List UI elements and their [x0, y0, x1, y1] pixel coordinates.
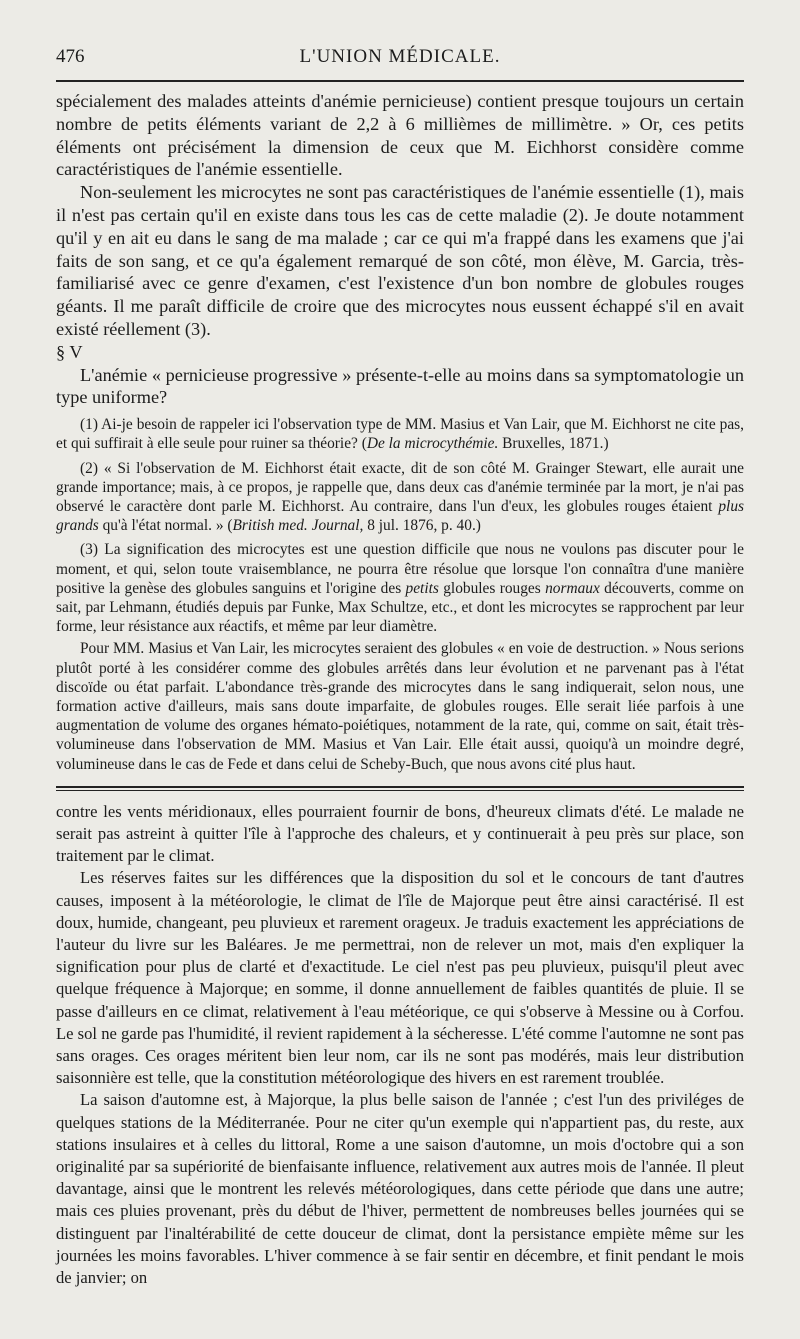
footnote-1	[56, 415, 744, 453]
footnote-3-continued: Pour MM. Masius et Van Lair, les microcytes seraient des globules « en voie de destruction. » Nous serions plutôt porté à les considérer comme des globules arrêtés dans leur évolution et ne parvenant pas à l'état discoïde ou état parfait. L'abondance très-grande des microcytes dans le sang indiquerait, selon nous, une formation active d'ailleurs, mais sans doute imparfaite, de globules rouges. Elle serait liée parfois à une augmentation de volume des organes hémato-poiétiques, notamment de la rate, qui, comme on sait, était très-volumineuse dans l'observation de MM. Masius et Van Lair. Elle était aussi, quoiqu'à un moindre degré, volumineuse dans le cas de Fede et dans celui de Scheby-Buch, que nous avons cité plus haut.	[56, 640, 744, 773]
footnote-italic: plus grands	[56, 497, 744, 535]
lower-body	[56, 801, 744, 1289]
footnote-italic: normaux	[545, 579, 600, 597]
page-number: 476	[56, 46, 85, 67]
footnote-italic: petits	[405, 579, 439, 597]
running-title: L'UNION MÉDICALE.	[299, 46, 501, 67]
footnote-text: 8 jul. 1876, p. 40.)	[363, 517, 481, 535]
footnotes	[56, 415, 744, 774]
footnote-text: (3) La signification des microcytes est une question difficile que nous ne voulons pas discuter pour le moment, et qui, selon toute vraisemblance, ne pourra être résolue que lorsque l'on connaîtra d'une manière positive la genèse des globules sanguins et l'origine des	[56, 541, 744, 597]
page-header	[56, 46, 744, 82]
section-divider	[56, 786, 744, 791]
footnote-text: Bruxelles, 1871.)	[498, 435, 609, 453]
footnote-3	[56, 540, 744, 636]
upper-body	[56, 90, 744, 409]
paragraph: La saison d'automne est, à Majorque, la plus belle saison de l'année ; c'est l'un des priviléges de quelques stations de la Méditerranée. Pour ne citer qu'un exemple qui n'appartient pas, du reste, aux stations insulaires et à celles du littoral, Rome a une saison d'automne, un mois d'octobre qui a son originalité par sa supériorité de bienfaisante influence, relativement aux autres mois de l'année. Il pleut davantage, ainsi que le montrent les relevés météorologiques, dans cette période que dans une autre; mais ces pluies provenant, près du début de l'hiver, permettent de nombreuses belles journées qui se distinguent par l'inaltérabilité de cette douceur de climat, dont la persistance empiète même sur les journées les moins favorables. L'hiver commence à se fair sentir en décembre, et finit pendant le mois de janvier; on	[56, 1090, 744, 1288]
paragraph: Non-seulement les microcytes ne sont pas caractéristiques de l'anémie essentielle (1), mais il n'est pas certain qu'il en existe dans tous les cas de cette maladie (2). Je doute notamment qu'il y en ait eu dans le sang de ma malade ; car ce qui m'a frappé dans les examens que j'ai faits de son sang, et ce qu'a également remarqué de son côté, mon élève, M. Garcia, très-familiarisé avec ce genre d'examen, c'est l'existence d'un bon nombre de globules rouges géants. Il me paraît difficile de croire que des microcytes nous eussent échappé s'il en avait existé réellement (3).	[56, 182, 744, 339]
paragraph: L'anémie « pernicieuse progressive » présente-t-elle au moins dans sa symptomatologie un type uniforme?	[56, 364, 744, 408]
footnote-text: (1) Ai-je besoin de rappeler ici l'observation type de MM. Masius et Van Lair, que M. Eichhorst ne cite pas, et qui suffirait à elle seule pour ruiner sa théorie? (	[56, 416, 744, 453]
footnote-text: qu'à l'état normal. » (	[98, 517, 233, 535]
section-heading: § V	[56, 341, 83, 362]
paragraph: spécialement des malades atteints d'anémie pernicieuse) contient presque toujours un certain nombre de petits éléments variant de 2,2 à 6 millièmes de millimètre. » Or, ces petits éléments ont précisément la dimension de ceux que M. Eichhorst considère comme caractéristiques de l'anémie essentielle.	[56, 91, 744, 180]
paragraph: contre les vents méridionaux, elles pourraient fournir de bons, d'heureux climats d'été. Le malade ne serait pas astreint à quitter l'île à l'approche des chaleurs, et y continuerait à peu près sur place, son traitement par le climat.	[56, 801, 744, 866]
paragraph: Les réserves faites sur les différences que la disposition du sol et le concours de tant d'autres causes, imposent à la météorologie, le climat de l'île de Majorque peut être ainsi caractérisé. Il est doux, humide, changeant, peu pluvieux et rarement orageux. Je traduis exactement les appréciations de l'auteur du livre sur les Baléares. Je me permettrai, non de relever un mot, mais d'en expliquer la signification pour plus de clarté et d'exactitude. Le ciel n'est pas peu pluvieux, puisqu'il pleut avec quelque fréquence à Majorque; en somme, il donne annuellement de faibles quantités de pluie. Il se passe d'ailleurs en ce climat, relativement à l'eau météorique, ce qui s'observe à Messine ou à Corfou. Le sol ne garde pas l'humidité, il revient rapidement à la sécheresse. L'été comme l'automne ne sont pas sans orages. Ces orages méritent bien leur nom, car ils ne sont pas modérés, mais leur distribution saisonnière est telle, que la constitution météorologique des hivers en est rarement troublée.	[56, 868, 744, 1088]
footnote-text: (2) « Si l'observation de M. Eichhorst était exacte, dit de son côté M. Grainger Stewart, elle aurait une grande importance; mais, à ce propos, je rappelle que, dans deux cas d'anémie terminée par la mort, je n'ai pas observé le caractère dont parle M. Eichhorst. Au contraire, dans l'un d'eux, les globules rouges étaient	[56, 459, 744, 515]
footnote-text: globules rouges	[438, 579, 546, 597]
footnote-text: découverts, comme on sait, par Lehmann, étudiés depuis par Funke, Max Schultze, etc., et dont les microcytes se rapprochent par leur forme, leur résistance aux réactifs, et même par leur diamètre.	[56, 579, 744, 636]
footnote-italic: British med. Journal,	[232, 517, 364, 535]
footnote-italic: De la microcythémie.	[366, 435, 499, 453]
footnote-2	[56, 459, 744, 536]
